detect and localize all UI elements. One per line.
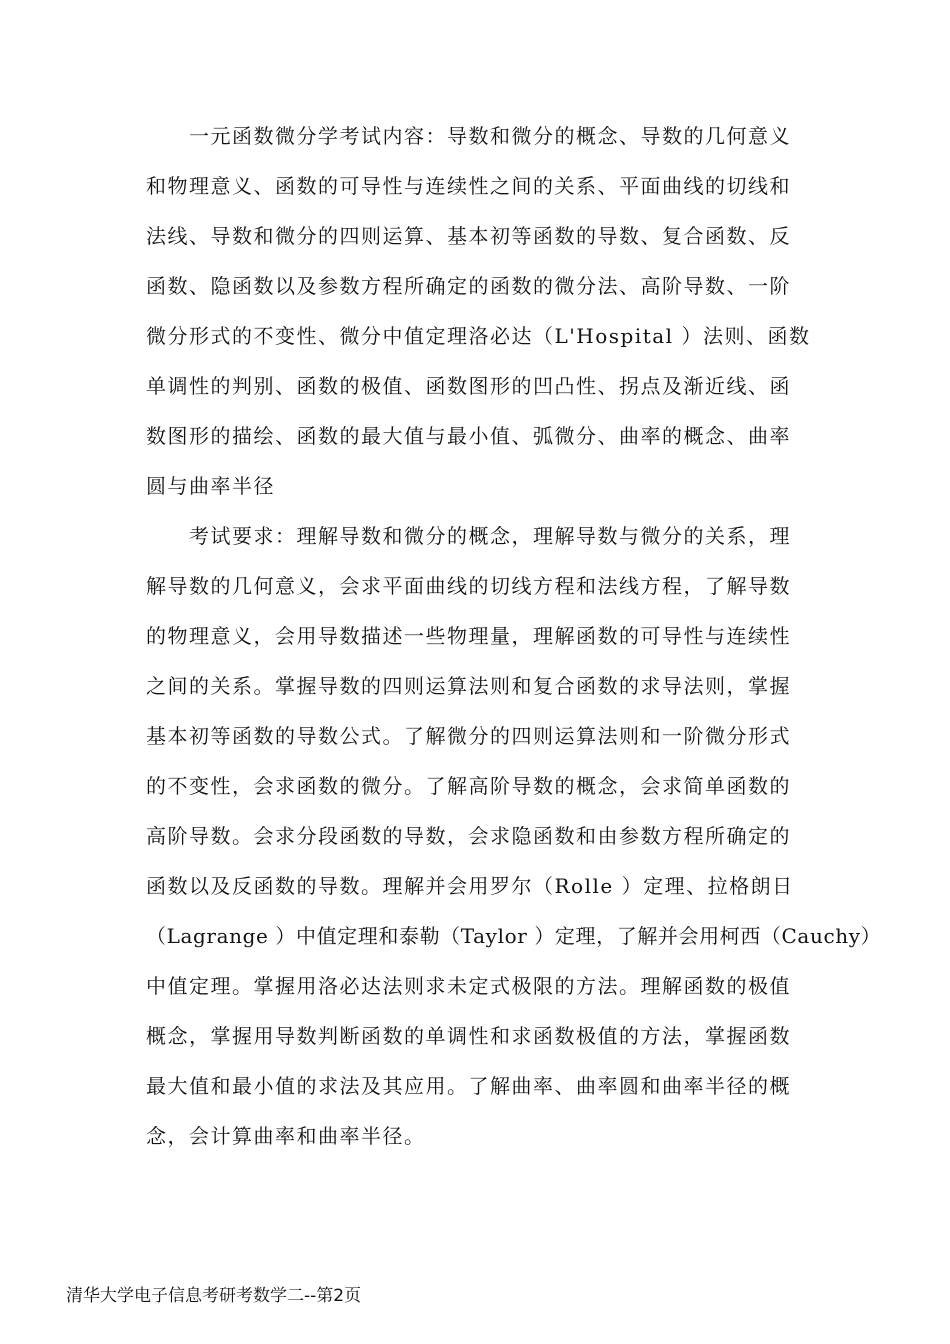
paragraph-line: 函数、隐函数以及参数方程所确定的函数的微分法、高阶导数、一阶 [146,274,791,298]
paragraph-line: 之间的关系。掌握导数的四则运算法则和复合函数的求导法则，掌握 [146,674,791,698]
paragraph-line: 一元函数微分学考试内容：导数和微分的概念、导数的几何意义 [146,124,791,148]
paragraph-line: 单调性的判别、函数的极值、函数图形的凹凸性、拐点及渐近线、函 [146,374,791,398]
paragraph-line: 基本初等函数的导数公式。了解微分的四则运算法则和一阶微分形式 [146,724,791,748]
paragraph-line: 解导数的几何意义，会求平面曲线的切线方程和法线方程，了解导数 [146,574,791,598]
paragraph-line: 微分形式的不变性、微分中值定理洛必达（L'Hospital ）法则、函数 [146,324,811,348]
paragraph-line: 高阶导数。会求分段函数的导数，会求隐函数和由参数方程所确定的 [146,824,791,848]
paragraph-line: 最大值和最小值的求法及其应用。了解曲率、曲率圆和曲率半径的概 [146,1074,791,1098]
paragraph-line: 和物理意义、函数的可导性与连续性之间的关系、平面曲线的切线和 [146,174,791,198]
paragraph-line: （Lagrange ）中值定理和泰勒（Taylor ）定理，了解并会用柯西（Cauchy） [146,924,882,948]
paragraph-line: 中值定理。掌握用洛必达法则求未定式极限的方法。理解函数的极值 [146,974,791,998]
paragraph-line: 念，会计算曲率和曲率半径。 [146,1124,426,1148]
paragraph-line: 函数以及反函数的导数。理解并会用罗尔（Rolle ）定理、拉格朗日 [146,874,794,898]
paragraph-line: 的不变性，会求函数的微分。了解高阶导数的概念，会求简单函数的 [146,774,791,798]
paragraph-line: 概念，掌握用导数判断函数的单调性和求函数极值的方法，掌握函数 [146,1024,791,1048]
page-footer: 清华大学电子信息考研考数学二--第2页 [66,1286,362,1306]
paragraph-line: 的物理意义，会用导数描述一些物理量，理解函数的可导性与连续性 [146,624,791,648]
paragraph-line: 数图形的描绘、函数的最大值与最小值、弧微分、曲率的概念、曲率 [146,424,791,448]
paragraph-line: 圆与曲率半径 [146,474,275,498]
paragraph-line: 考试要求：理解导数和微分的概念，理解导数与微分的关系，理 [146,524,791,548]
paragraph-line: 法线、导数和微分的四则运算、基本初等函数的导数、复合函数、反 [146,224,791,248]
